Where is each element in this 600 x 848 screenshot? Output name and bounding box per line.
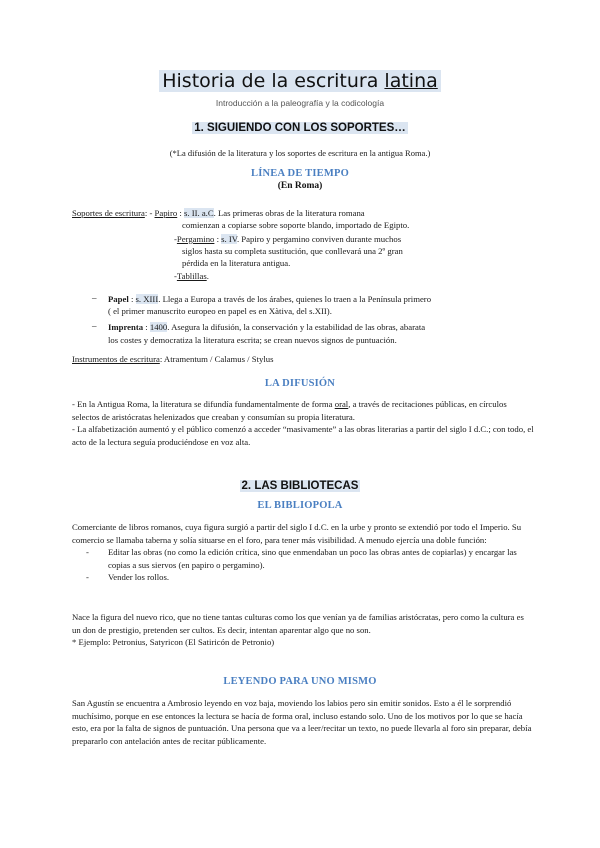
soportes-label: Soportes de escritura	[72, 208, 145, 218]
ejemplo-line: * Ejemplo: Petronius, Satyricon (El Satiricón de Petronio)	[72, 637, 275, 647]
papel-text-1: . Llega a Europa a través de los árabes, quienes lo traen a la Península primero	[158, 294, 432, 304]
difusion-text	[72, 398, 534, 448]
papel-line-1: Papel : s. XIII. Llega a Europa a través de los árabes, quienes lo traen a la Península primero	[108, 294, 432, 304]
papiro-line-1: Soportes de escritura: - Papiro : s. II. a.C. Las primeras obras de la literatura romana	[72, 208, 365, 218]
bibliopola-paragraph-2: Nace la figura del nuevo rico, que no tiene tantas culturas como los que venían ya de familias aristócratas, pero como la cultura es un don de prestigio, pretenden ser cultos. Es decir, intentan aparentar algo que no son.	[72, 612, 524, 635]
papiro-text-1: . Las primeras obras de la literatura romana	[213, 208, 365, 218]
document-subtitle: Introducción a la paleografía y la codicología	[215, 98, 385, 108]
timeline-subheading: (En Roma)	[277, 181, 323, 191]
difusion-oral-word: oral	[334, 399, 349, 409]
difusion-paragraph-2: - La alfabetización aumentó y el público comenzó a acceder “masivamente” a las obras literarias a partir del siglo I d.C.; con todo, el acto de la lectura seguía produciéndose en voz alta.	[72, 424, 534, 447]
title-underlined-word: latina	[384, 70, 438, 92]
difusion-heading: LA DIFUSIÓN	[264, 378, 336, 389]
section-2-heading-text: 2. LAS BIBLIOTECAS	[241, 480, 359, 492]
difusion-p1-b: , a través de recitaciones públicas, en círculos selectos de aristócratas helenizados que creaban y consumían su propia literatura.	[72, 399, 507, 422]
section-1-heading	[0, 122, 600, 134]
pergamino-label: Pergamino	[176, 234, 215, 244]
instrumentos-line: Instrumentos de escritura: Atramentum / Calamus / Stylus	[72, 354, 274, 364]
bibliopola-list	[72, 546, 534, 584]
tablillas-line: -Tablillas.	[174, 271, 209, 281]
list-item: - Editar las obras (no como la edición crítica, sino que enmendaban un poco las obras antes de copiarlas) y encargar las copias a sus siervos (en papiro o pergamino).	[72, 546, 534, 571]
leyendo-text	[72, 697, 534, 747]
imprenta-bullet: –	[92, 321, 97, 331]
title-text: Historia de la escritura	[162, 70, 385, 92]
bibliopola-paragraph-1: Comerciante de libros romanos, cuya figura surgió a partir del siglo I d.C. en la urbe y pronto se extendió por todo el Imperio. Su comercio se llamaba taberna y solía situarse en el foro, para tener más visibilidad. A menudo ejercía una doble función:	[72, 522, 522, 545]
section-1-note: (*La difusión de la literatura y los soportes de escritura en la antigua Roma.)	[169, 148, 431, 158]
timeline-heading: LÍNEA DE TIEMPO	[251, 168, 349, 179]
pergamino-line-2: siglos hasta su completa sustitución, que conllevará una 2º gran	[182, 246, 403, 256]
papiro-date: s. II. a.C	[183, 208, 214, 218]
pergamino-line-1: -Pergamino : s. IV. Papiro y pergamino conviven durante muchos	[174, 234, 402, 244]
papel-line-2: ( el primer manuscrito europeo en papel es en Xàtiva, del s.XII).	[108, 306, 332, 316]
section-1-heading-text: 1. SIGUIENDO CON LOS SOPORTES…	[194, 122, 406, 134]
leyendo-paragraph: San Agustín se encuentra a Ambrosio leyendo en voz baja, moviendo los labios pero sin emitir sonidos. Esto a él le sorprendió muchísimo, porque en ese entonces la lectura se hacía de forma oral, incluso estando solo. Uno de los motivos por lo que se hacía esto, era por la falta de signos de puntuación. Una persona que va a leer/recitar un texto, no puede llevarla al foro sin preparar, debía prepararlo con antelación antes de recitar públicamente.	[72, 698, 532, 746]
instrumentos-value: Atramentum / Calamus / Stylus	[162, 354, 274, 364]
leyendo-heading: LEYENDO PARA UNO MISMO	[223, 676, 377, 687]
bibliopola-text	[72, 521, 534, 584]
list-item: - Vender los rollos.	[72, 571, 534, 584]
imprenta-line-1: Imprenta : 1400. Asegura la difusión, la conservación y la estabilidad de las obras, abarata	[108, 322, 426, 332]
pergamino-date: s. IV	[221, 234, 237, 244]
section-2-heading	[0, 480, 600, 492]
imprenta-label: Imprenta	[108, 322, 144, 332]
tablillas-label: Tablillas	[176, 271, 207, 281]
imprenta-line-2: los costes y democratiza la literatura escrita; se crean nuevos signos de puntuación.	[108, 335, 397, 345]
papel-bullet: –	[92, 293, 97, 303]
difusion-p1-a: - En la Antigua Roma, la literatura se difundía fundamentalmente de forma	[72, 399, 335, 409]
nuevo-rico-text	[72, 611, 534, 649]
difusion-paragraph-1	[72, 398, 534, 423]
papel-date: s. XIII	[135, 294, 159, 304]
imprenta-text-1: . Asegura la difusión, la conservación y la estabilidad de las obras, abarata	[167, 322, 426, 332]
pergamino-text-1: . Papiro y pergamino conviven durante muchos	[236, 234, 402, 244]
bibliopola-heading: EL BIBLIOPOLA	[257, 500, 343, 511]
instrumentos-label: Instrumentos de escritura	[72, 354, 160, 364]
papiro-line-2: comienzan a copiarse sobre soporte blando, importado de Egipto.	[182, 220, 410, 230]
document-title	[0, 70, 600, 92]
papel-label: Papel	[108, 294, 129, 304]
papiro-label: Papiro	[154, 208, 178, 218]
imprenta-date: 1400	[149, 322, 168, 332]
pergamino-line-3: pérdida en la literatura antigua.	[182, 258, 291, 268]
